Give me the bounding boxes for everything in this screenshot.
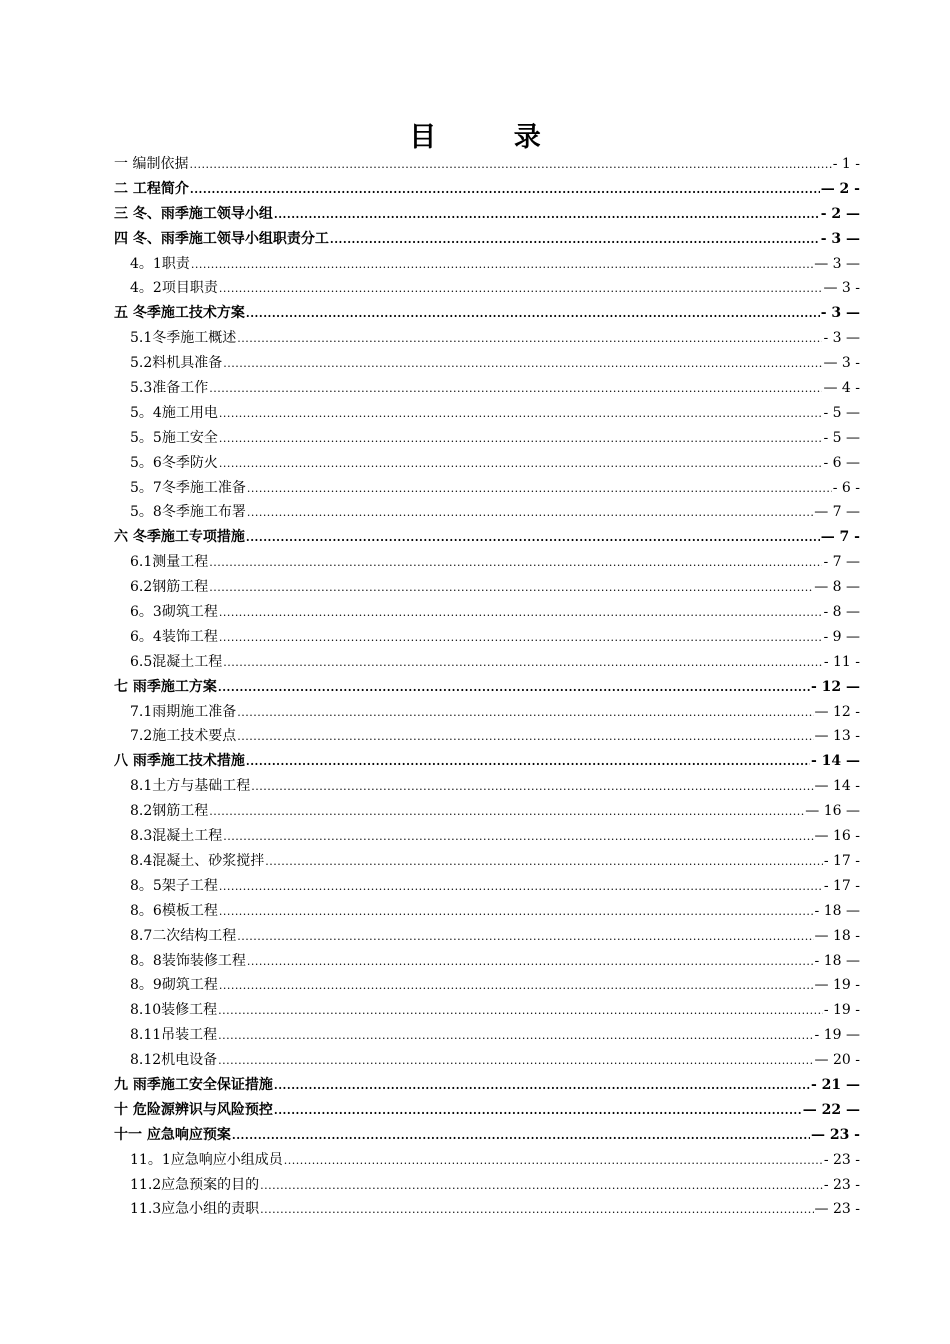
dot-leader	[189, 153, 831, 177]
toc-entry-page: - 7 —	[823, 554, 860, 571]
toc-entry-label: 四 冬、雨季施工领导小组职责分工	[114, 230, 329, 247]
dot-leader	[251, 775, 813, 799]
toc-entry-label: 一 编制依据	[114, 156, 189, 172]
toc-entry-page: - 19 -	[823, 1002, 860, 1019]
toc-entry-label: 5.3准备工作	[130, 380, 209, 397]
dot-leader	[237, 327, 822, 351]
toc-entry-label: 5。8冬季施工布署	[130, 504, 246, 521]
dot-leader	[330, 228, 820, 252]
toc-entry-page: — 18 -	[814, 927, 860, 944]
toc-entry-label: 8.1土方与基础工程	[130, 778, 251, 795]
toc-entry[interactable]	[114, 351, 860, 376]
toc-entry-page: - 3 —	[823, 330, 860, 347]
toc-entry-page: - 5 —	[823, 404, 860, 421]
toc-entry[interactable]	[114, 550, 860, 575]
toc-entry[interactable]	[114, 949, 860, 974]
toc-entry[interactable]	[114, 924, 860, 949]
dot-leader	[218, 676, 810, 700]
table-of-contents	[114, 152, 860, 1222]
toc-entry-label: 8.10装修工程	[130, 1002, 218, 1019]
toc-entry-label: 8。8装饰装修工程	[130, 952, 246, 969]
toc-entry[interactable]	[114, 401, 860, 426]
dot-leader	[247, 477, 832, 501]
toc-entry[interactable]	[114, 1098, 860, 1123]
toc-entry-label: 11.3应急小组的责职	[130, 1201, 260, 1218]
toc-entry[interactable]	[114, 625, 860, 650]
toc-entry-page: - 19 —	[814, 1027, 860, 1044]
page-title: 目 录	[409, 122, 575, 153]
dot-leader	[265, 850, 823, 874]
toc-entry-label: 8.4混凝土、砂浆搅拌	[130, 852, 265, 869]
toc-entry-page: — 8 —	[814, 579, 860, 596]
toc-entry[interactable]	[114, 1173, 860, 1198]
dot-leader	[237, 925, 813, 949]
toc-entry-page: - 18 —	[814, 952, 860, 969]
dot-leader	[218, 1049, 813, 1073]
toc-entry-page: — 23 -	[810, 1126, 860, 1143]
toc-entry-page: — 14 -	[814, 778, 860, 795]
toc-entry[interactable]	[114, 500, 860, 525]
toc-entry-page: — 12 -	[814, 703, 860, 720]
toc-entry[interactable]	[114, 1197, 860, 1222]
toc-entry-label: 十一 应急响应预案	[114, 1126, 231, 1143]
dot-leader	[209, 377, 822, 401]
toc-entry-page: - 12 —	[810, 678, 860, 695]
toc-entry[interactable]	[114, 824, 860, 849]
toc-entry[interactable]	[114, 675, 860, 700]
toc-entry[interactable]	[114, 451, 860, 476]
toc-entry-label: 二 工程简介	[114, 180, 189, 197]
toc-entry-label: 8.12机电设备	[130, 1052, 218, 1069]
toc-entry-label: 8。9砌筑工程	[130, 977, 218, 994]
toc-entry-label: 十 危险源辨识与风险预控	[114, 1101, 273, 1118]
toc-entry-label: 5.1冬季施工概述	[130, 330, 237, 347]
toc-entry[interactable]	[114, 227, 860, 252]
toc-entry-page: — 7 -	[820, 529, 860, 546]
toc-entry-label: 5。7冬季施工准备	[130, 479, 246, 496]
toc-entry-label: 九 雨季施工安全保证措施	[114, 1076, 273, 1093]
dot-leader	[247, 501, 813, 525]
toc-entry-label: 六 冬季施工专项措施	[114, 529, 245, 546]
toc-entry[interactable]	[114, 650, 860, 675]
toc-entry[interactable]	[114, 326, 860, 351]
dot-leader	[218, 999, 823, 1023]
toc-entry-page: — 22 —	[802, 1101, 860, 1118]
dot-leader	[223, 352, 822, 376]
toc-entry-label: 6。3砌筑工程	[130, 604, 218, 621]
toc-entry-page: - 1 -	[832, 156, 860, 172]
toc-entry[interactable]	[114, 426, 860, 451]
toc-entry-label: 6.1测量工程	[130, 554, 209, 571]
toc-entry-page: - 11 -	[823, 653, 860, 670]
toc-entry-label: 五 冬季施工技术方案	[114, 305, 245, 322]
toc-entry[interactable]	[114, 700, 860, 725]
toc-entry[interactable]	[114, 1073, 860, 1098]
dot-leader	[260, 1174, 823, 1198]
toc-entry-label: 八 雨季施工技术措施	[114, 753, 245, 770]
toc-entry-label: 8.11吊装工程	[130, 1027, 218, 1044]
toc-entry-page: - 17 -	[823, 852, 860, 869]
dot-leader	[219, 427, 823, 451]
toc-entry-page: — 23 -	[814, 1201, 860, 1218]
dot-leader	[237, 701, 813, 725]
dot-leader	[274, 1099, 802, 1123]
dot-leader	[237, 725, 813, 749]
dot-leader	[209, 800, 804, 824]
toc-entry-label: 11。1应急响应小组成员	[130, 1151, 283, 1168]
toc-entry-page: - 6 —	[823, 454, 860, 471]
toc-entry-label: 4。1职责	[130, 255, 190, 272]
toc-entry-page: - 23 -	[823, 1176, 860, 1193]
toc-entry-label: 5.2料机具准备	[130, 355, 223, 372]
toc-entry[interactable]	[114, 152, 860, 177]
toc-entry[interactable]	[114, 849, 860, 874]
toc-entry-page: — 2 -	[820, 180, 860, 197]
dot-leader	[219, 402, 823, 426]
dot-leader	[209, 551, 822, 575]
dot-leader	[274, 1074, 810, 1098]
toc-entry[interactable]	[114, 525, 860, 550]
toc-entry-label: 6。4装饰工程	[130, 628, 218, 645]
toc-entry-label: 5。6冬季防火	[130, 454, 218, 471]
toc-entry-label: 8。6模板工程	[130, 902, 218, 919]
toc-entry[interactable]	[114, 376, 860, 401]
toc-entry-page: - 18 —	[814, 902, 860, 919]
toc-entry-page: - 21 —	[810, 1076, 860, 1093]
dot-leader	[219, 900, 814, 924]
toc-entry-page: — 4 -	[823, 380, 860, 397]
toc-entry-label: 8。5架子工程	[130, 877, 218, 894]
toc-entry-page: - 9 —	[823, 628, 860, 645]
toc-entry[interactable]	[114, 899, 860, 924]
toc-entry-label: 7.1雨期施工准备	[130, 703, 237, 720]
toc-entry-page: - 17 -	[823, 877, 860, 894]
toc-entry[interactable]	[114, 276, 860, 301]
toc-entry-label: 4。2项目职责	[130, 280, 218, 297]
toc-entry-label: 七 雨季施工方案	[114, 678, 217, 695]
dot-leader	[219, 277, 823, 301]
toc-entry[interactable]	[114, 973, 860, 998]
toc-entry[interactable]	[114, 202, 860, 227]
dot-leader	[247, 950, 814, 974]
dot-leader	[219, 452, 823, 476]
toc-entry-page: — 3 -	[823, 355, 860, 372]
dot-leader	[223, 825, 813, 849]
dot-leader	[284, 1149, 823, 1173]
toc-entry[interactable]	[114, 1123, 860, 1148]
toc-entry[interactable]	[114, 1048, 860, 1073]
toc-entry[interactable]	[114, 575, 860, 600]
toc-entry[interactable]	[114, 1023, 860, 1048]
toc-entry[interactable]	[114, 774, 860, 799]
dot-leader	[246, 526, 820, 550]
toc-entry-page: — 7 —	[814, 504, 860, 521]
toc-entry-page: — 16 -	[814, 828, 860, 845]
toc-entry-page: - 3 —	[820, 230, 860, 247]
dot-leader	[274, 203, 820, 227]
toc-entry[interactable]	[114, 301, 860, 326]
dot-leader	[218, 1024, 813, 1048]
dot-leader	[190, 178, 820, 202]
toc-entry-label: 5。4施工用电	[130, 404, 218, 421]
toc-entry-label: 三 冬、雨季施工领导小组	[114, 205, 273, 222]
toc-entry-page: — 19 -	[814, 977, 860, 994]
toc-entry-page: - 8 —	[823, 604, 860, 621]
toc-entry-label: 8.7二次结构工程	[130, 927, 237, 944]
dot-leader	[232, 1124, 810, 1148]
dot-leader	[219, 875, 823, 899]
toc-entry[interactable]	[114, 600, 860, 625]
dot-leader	[219, 601, 823, 625]
toc-entry[interactable]	[114, 724, 860, 749]
dot-leader	[260, 1198, 813, 1222]
toc-entry-page: — 16 —	[805, 803, 860, 820]
dot-leader	[191, 253, 813, 277]
dot-leader	[246, 750, 810, 774]
dot-leader	[219, 626, 823, 650]
toc-entry-page: - 6 -	[832, 479, 860, 496]
toc-entry[interactable]	[114, 1148, 860, 1173]
toc-entry[interactable]	[114, 749, 860, 774]
toc-entry-label: 8.3混凝土工程	[130, 828, 223, 845]
toc-entry[interactable]	[114, 177, 860, 202]
toc-entry-label: 7.2施工技术要点	[130, 728, 237, 745]
toc-entry-page: - 3 —	[820, 305, 860, 322]
toc-entry-page: - 2 —	[820, 205, 860, 222]
dot-leader	[219, 974, 814, 998]
dot-leader	[246, 302, 820, 326]
dot-leader	[223, 651, 823, 675]
toc-entry-page: — 13 -	[814, 728, 860, 745]
toc-entry[interactable]	[114, 874, 860, 899]
toc-entry-label: 8.2钢筋工程	[130, 803, 209, 820]
toc-entry-label: 6.5混凝土工程	[130, 653, 223, 670]
toc-entry[interactable]	[114, 476, 860, 501]
dot-leader	[209, 576, 813, 600]
toc-entry-page: — 20 -	[814, 1052, 860, 1069]
toc-entry-page: — 3 —	[814, 255, 860, 272]
toc-entry-page: - 5 —	[823, 429, 860, 446]
toc-entry-label: 11.2应急预案的目的	[130, 1176, 260, 1193]
toc-entry-page: - 23 -	[823, 1151, 860, 1168]
toc-entry-label: 6.2钢筋工程	[130, 579, 209, 596]
toc-entry-page: — 3 -	[823, 280, 860, 297]
toc-entry-label: 5。5施工安全	[130, 429, 218, 446]
toc-entry[interactable]	[114, 998, 860, 1023]
toc-entry[interactable]	[114, 799, 860, 824]
toc-entry[interactable]	[114, 252, 860, 277]
toc-entry-page: - 14 —	[810, 753, 860, 770]
